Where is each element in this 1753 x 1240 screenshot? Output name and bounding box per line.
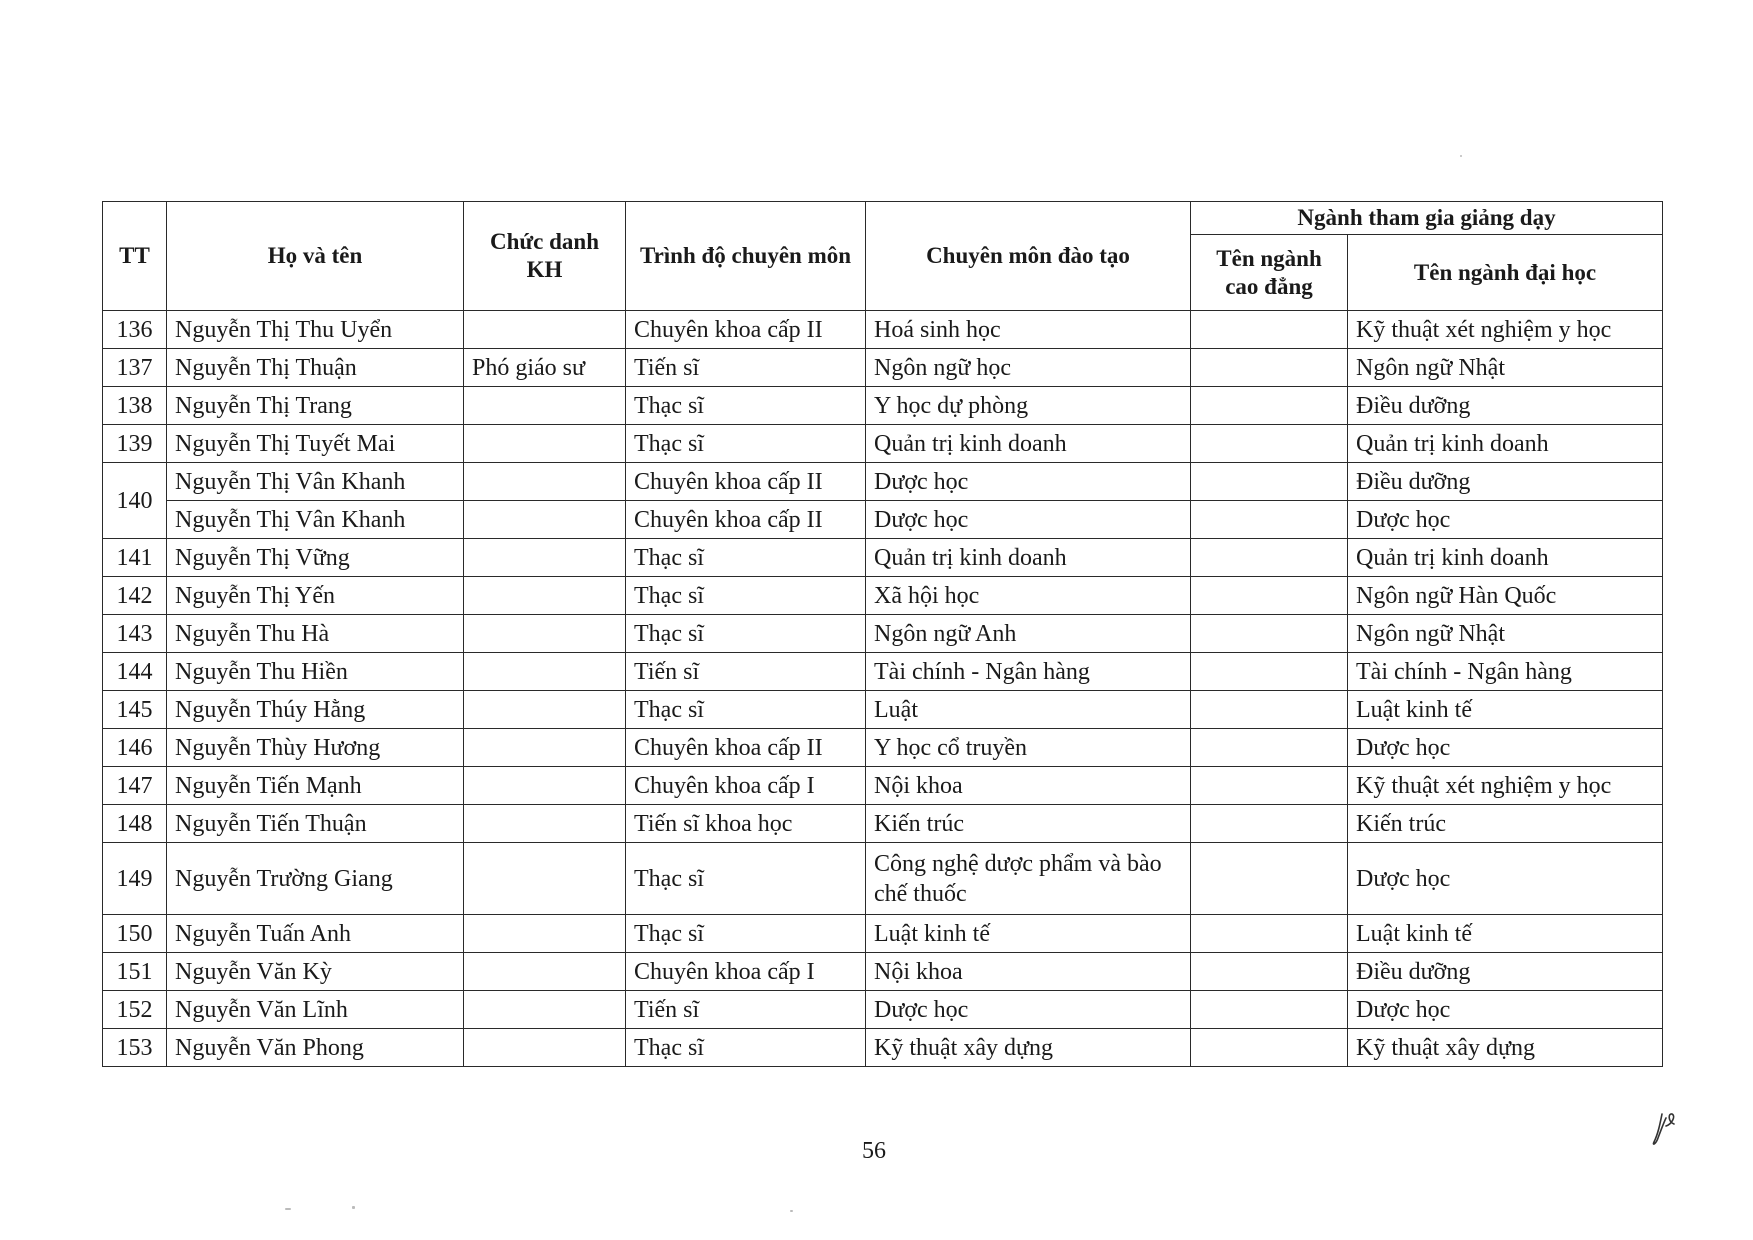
cell-college-major: [1191, 539, 1348, 577]
cell-specialization: Quản trị kinh doanh: [866, 425, 1191, 463]
table-row: [103, 691, 1663, 729]
cell-tt: 150: [103, 915, 167, 953]
cell-name: Nguyễn Tiến Mạnh: [167, 767, 464, 805]
cell-name: Nguyễn Tiến Thuận: [167, 805, 464, 843]
cell-specialization: Y học cổ truyền: [866, 729, 1191, 767]
cell-name: Nguyễn Thị Trang: [167, 387, 464, 425]
cell-specialization: Dược học: [866, 991, 1191, 1029]
cell-name: Nguyễn Thị Thuận: [167, 349, 464, 387]
table-row: [103, 1029, 1663, 1067]
cell-specialization: Nội khoa: [866, 767, 1191, 805]
cell-specialization: Quản trị kinh doanh: [866, 539, 1191, 577]
cell-qualification: Thạc sĩ: [626, 615, 866, 653]
table-row: [103, 991, 1663, 1029]
cell-tt: 145: [103, 691, 167, 729]
cell-university-major: Tài chính - Ngân hàng: [1348, 653, 1663, 691]
cell-tt: 139: [103, 425, 167, 463]
cell-specialization: Ngôn ngữ Anh: [866, 615, 1191, 653]
cell-tt: 146: [103, 729, 167, 767]
cell-qualification: Tiến sĩ: [626, 991, 866, 1029]
table-row: [103, 387, 1663, 425]
cell-college-major: [1191, 311, 1348, 349]
cell-specialization: Kiến trúc: [866, 805, 1191, 843]
staff-table: [102, 201, 1663, 1067]
cell-title: [464, 311, 626, 349]
cell-specialization: Y học dự phòng: [866, 387, 1191, 425]
cell-university-major: Kỹ thuật xét nghiệm y học: [1348, 767, 1663, 805]
cell-tt: 149: [103, 843, 167, 915]
cell-qualification: Chuyên khoa cấp I: [626, 767, 866, 805]
cell-college-major: [1191, 349, 1348, 387]
cell-name: Nguyễn Văn Kỳ: [167, 953, 464, 991]
cell-name: Nguyễn Thị Yến: [167, 577, 464, 615]
cell-title: [464, 915, 626, 953]
cell-qualification: Thạc sĩ: [626, 843, 866, 915]
cell-qualification: Thạc sĩ: [626, 425, 866, 463]
table-row: [103, 501, 1663, 539]
cell-specialization: Kỹ thuật xây dựng: [866, 1029, 1191, 1067]
cell-tt: 143: [103, 615, 167, 653]
cell-college-major: [1191, 463, 1348, 501]
scan-speck: [285, 1208, 291, 1210]
cell-college-major: [1191, 843, 1348, 915]
header-university-major: Tên ngành đại học: [1348, 235, 1663, 311]
cell-tt: 148: [103, 805, 167, 843]
cell-tt: 141: [103, 539, 167, 577]
cell-qualification: Tiến sĩ: [626, 349, 866, 387]
header-specialization: Chuyên môn đào tạo: [866, 202, 1191, 311]
scan-speck: [790, 1210, 793, 1212]
cell-specialization: Ngôn ngữ học: [866, 349, 1191, 387]
header-name: Họ và tên: [167, 202, 464, 311]
cell-specialization: Công nghệ dược phẩm và bào chế thuốc: [866, 843, 1191, 915]
cell-title: [464, 729, 626, 767]
cell-tt: 136: [103, 311, 167, 349]
table-row: [103, 463, 1663, 501]
cell-name: Nguyễn Văn Lĩnh: [167, 991, 464, 1029]
cell-title: [464, 843, 626, 915]
cell-title: [464, 387, 626, 425]
cell-tt: 140: [103, 463, 167, 539]
cell-college-major: [1191, 915, 1348, 953]
table-body: [103, 311, 1663, 1067]
header-qualification: Trình độ chuyên môn: [626, 202, 866, 311]
cell-college-major: [1191, 653, 1348, 691]
cell-name: Nguyễn Thị Tuyết Mai: [167, 425, 464, 463]
cell-college-major: [1191, 691, 1348, 729]
cell-college-major: [1191, 501, 1348, 539]
table-row: [103, 653, 1663, 691]
cell-university-major: Kiến trúc: [1348, 805, 1663, 843]
cell-name: Nguyễn Trường Giang: [167, 843, 464, 915]
cell-specialization: Dược học: [866, 501, 1191, 539]
cell-name: Nguyễn Thu Hiền: [167, 653, 464, 691]
cell-university-major: Luật kinh tế: [1348, 691, 1663, 729]
cell-title: [464, 577, 626, 615]
cell-university-major: Dược học: [1348, 501, 1663, 539]
cell-university-major: Dược học: [1348, 843, 1663, 915]
cell-qualification: Chuyên khoa cấp II: [626, 311, 866, 349]
table-row: [103, 615, 1663, 653]
cell-name: Nguyễn Tuấn Anh: [167, 915, 464, 953]
cell-university-major: Ngôn ngữ Nhật: [1348, 349, 1663, 387]
cell-university-major: Quản trị kinh doanh: [1348, 539, 1663, 577]
cell-college-major: [1191, 729, 1348, 767]
cell-qualification: Chuyên khoa cấp I: [626, 953, 866, 991]
cell-college-major: [1191, 387, 1348, 425]
cell-tt: 138: [103, 387, 167, 425]
cell-university-major: Dược học: [1348, 991, 1663, 1029]
cell-title: [464, 767, 626, 805]
cell-name: Nguyễn Thu Hà: [167, 615, 464, 653]
cell-tt: 142: [103, 577, 167, 615]
cell-qualification: Thạc sĩ: [626, 1029, 866, 1067]
cell-qualification: Thạc sĩ: [626, 577, 866, 615]
cell-qualification: Tiến sĩ khoa học: [626, 805, 866, 843]
cell-tt: 137: [103, 349, 167, 387]
cell-title: [464, 991, 626, 1029]
cell-college-major: [1191, 805, 1348, 843]
cell-university-major: Kỹ thuật xây dựng: [1348, 1029, 1663, 1067]
table-header: [103, 202, 1663, 311]
header-college-major: Tên ngành cao đẳng: [1191, 235, 1348, 311]
table-row: [103, 805, 1663, 843]
cell-title: Phó giáo sư: [464, 349, 626, 387]
cell-university-major: Điều dưỡng: [1348, 463, 1663, 501]
cell-qualification: Thạc sĩ: [626, 539, 866, 577]
cell-specialization: Xã hội học: [866, 577, 1191, 615]
cell-university-major: Quản trị kinh doanh: [1348, 425, 1663, 463]
cell-qualification: Thạc sĩ: [626, 387, 866, 425]
cell-university-major: Điều dưỡng: [1348, 387, 1663, 425]
cell-university-major: Ngôn ngữ Hàn Quốc: [1348, 577, 1663, 615]
cell-title: [464, 425, 626, 463]
cell-specialization: Luật kinh tế: [866, 915, 1191, 953]
header-title: Chức danh KH: [464, 202, 626, 311]
cell-specialization: Hoá sinh học: [866, 311, 1191, 349]
cell-tt: 144: [103, 653, 167, 691]
cell-qualification: Tiến sĩ: [626, 653, 866, 691]
cell-college-major: [1191, 1029, 1348, 1067]
table-row: [103, 349, 1663, 387]
cell-name: Nguyễn Thị Vân Khanh: [167, 463, 464, 501]
table-row: [103, 425, 1663, 463]
cell-tt: 153: [103, 1029, 167, 1067]
cell-title: [464, 653, 626, 691]
cell-name: Nguyễn Thị Vân Khanh: [167, 501, 464, 539]
cell-college-major: [1191, 767, 1348, 805]
cell-specialization: Luật: [866, 691, 1191, 729]
cell-name: Nguyễn Văn Phong: [167, 1029, 464, 1067]
scan-speck: [1460, 155, 1462, 157]
cell-qualification: Thạc sĩ: [626, 691, 866, 729]
page-number: 56: [862, 1138, 886, 1164]
cell-name: Nguyễn Thùy Hương: [167, 729, 464, 767]
signature-initials: [1648, 1108, 1688, 1148]
cell-university-major: Ngôn ngữ Nhật: [1348, 615, 1663, 653]
header-tt: TT: [103, 202, 167, 311]
cell-title: [464, 691, 626, 729]
cell-college-major: [1191, 425, 1348, 463]
cell-title: [464, 463, 626, 501]
table-row: [103, 953, 1663, 991]
cell-college-major: [1191, 991, 1348, 1029]
cell-specialization: Dược học: [866, 463, 1191, 501]
cell-university-major: Luật kinh tế: [1348, 915, 1663, 953]
cell-college-major: [1191, 953, 1348, 991]
cell-qualification: Chuyên khoa cấp II: [626, 463, 866, 501]
cell-title: [464, 953, 626, 991]
table-row: [103, 311, 1663, 349]
cell-university-major: Dược học: [1348, 729, 1663, 767]
cell-title: [464, 805, 626, 843]
cell-name: Nguyễn Thị Vững: [167, 539, 464, 577]
table-row: [103, 577, 1663, 615]
cell-college-major: [1191, 577, 1348, 615]
cell-university-major: Điều dưỡng: [1348, 953, 1663, 991]
scan-speck: [352, 1206, 355, 1209]
table-row: [103, 767, 1663, 805]
table-row: [103, 843, 1663, 915]
cell-title: [464, 1029, 626, 1067]
cell-title: [464, 501, 626, 539]
cell-tt: 151: [103, 953, 167, 991]
cell-qualification: Chuyên khoa cấp II: [626, 729, 866, 767]
table-row: [103, 729, 1663, 767]
cell-specialization: Nội khoa: [866, 953, 1191, 991]
cell-qualification: Chuyên khoa cấp II: [626, 501, 866, 539]
table-row: [103, 915, 1663, 953]
cell-university-major: Kỹ thuật xét nghiệm y học: [1348, 311, 1663, 349]
cell-qualification: Thạc sĩ: [626, 915, 866, 953]
cell-name: Nguyễn Thúy Hằng: [167, 691, 464, 729]
cell-specialization: Tài chính - Ngân hàng: [866, 653, 1191, 691]
cell-tt: 152: [103, 991, 167, 1029]
table-row: [103, 539, 1663, 577]
cell-college-major: [1191, 615, 1348, 653]
cell-title: [464, 615, 626, 653]
cell-name: Nguyễn Thị Thu Uyển: [167, 311, 464, 349]
cell-title: [464, 539, 626, 577]
header-teaching-majors: Ngành tham gia giảng dạy: [1191, 202, 1663, 235]
cell-tt: 147: [103, 767, 167, 805]
